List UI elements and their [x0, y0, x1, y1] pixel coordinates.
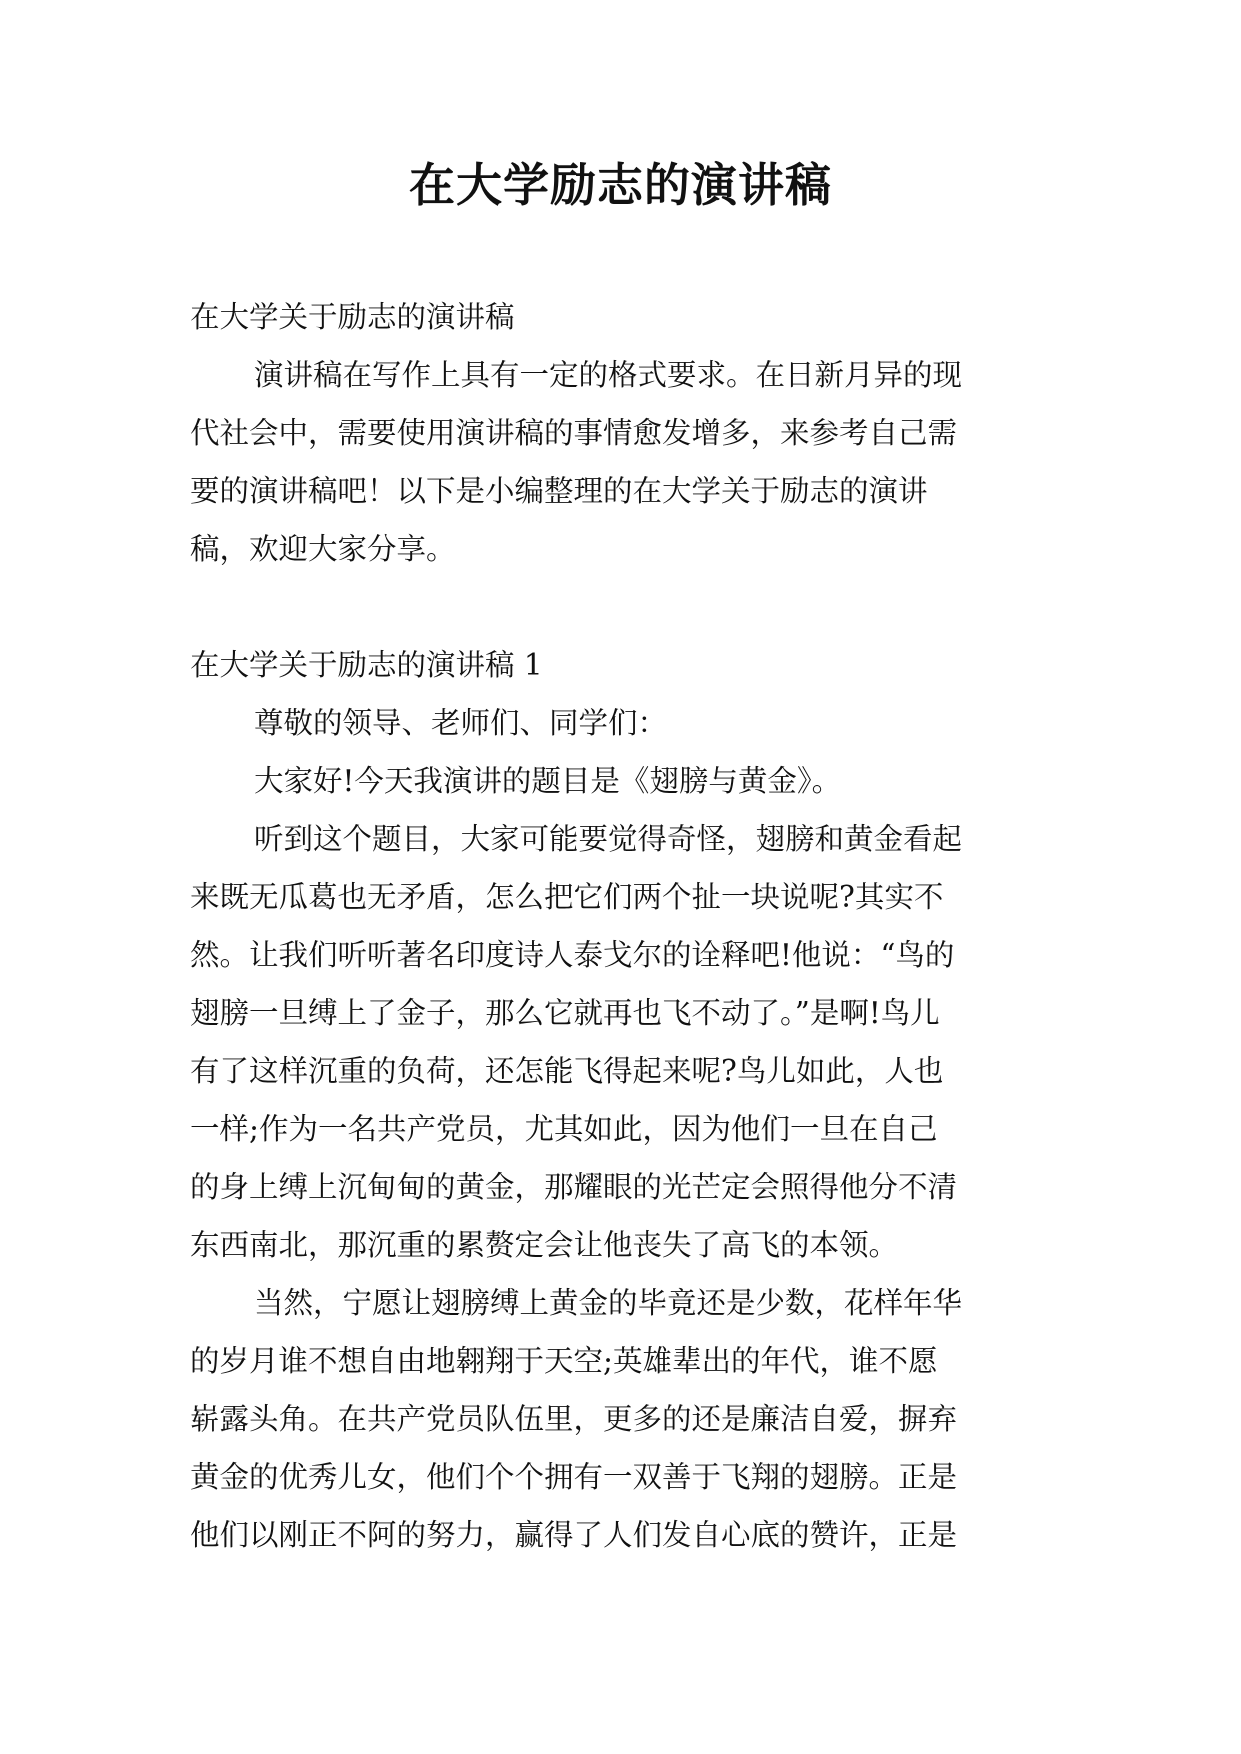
paragraph-line: 翅膀一旦缚上了金子，那么它就再也飞不动了。”是啊!鸟儿 — [190, 996, 940, 1030]
document-title: 在大学励志的演讲稿 — [409, 158, 832, 212]
paragraph-line: 大家好!今天我演讲的题目是《翅膀与黄金》。 — [254, 764, 842, 798]
paragraph-line: 要的演讲稿吧！以下是小编整理的在大学关于励志的演讲 — [190, 474, 928, 508]
paragraph-line: 的岁月谁不想自由地翱翔于天空;英雄辈出的年代，谁不愿 — [190, 1344, 938, 1378]
paragraph-line: 然。让我们听听著名印度诗人泰戈尔的诠释吧!他说：“鸟的 — [190, 938, 955, 972]
paragraph-line: 当然，宁愿让翅膀缚上黄金的毕竟还是少数，花样年华 — [254, 1286, 963, 1320]
paragraph-spacer — [190, 578, 1050, 636]
paragraph-line: 代社会中，需要使用演讲稿的事情愈发增多，来参考自己需 — [190, 416, 958, 450]
paragraph-line: 黄金的优秀儿女，他们个个拥有一双善于飞翔的翅膀。正是 — [190, 1460, 958, 1494]
paragraph-line: 崭露头角。在共产党员队伍里，更多的还是廉洁自爱，摒弃 — [190, 1402, 958, 1436]
document-body — [190, 288, 1050, 1564]
paragraph-line: 一样;作为一名共产党员，尤其如此，因为他们一旦在自己 — [190, 1112, 938, 1146]
paragraph-line: 东西南北，那沉重的累赘定会让他丧失了高飞的本领。 — [190, 1228, 899, 1262]
paragraph-line: 演讲稿在写作上具有一定的格式要求。在日新月异的现 — [254, 358, 963, 392]
paragraph-line: 来既无瓜葛也无矛盾，怎么把它们两个扯一块说呢?其实不 — [190, 880, 944, 914]
paragraph-line: 稿，欢迎大家分享。 — [190, 532, 456, 566]
paragraph-line: 他们以刚正不阿的努力，赢得了人们发自心底的赞许，正是 — [190, 1518, 958, 1552]
paragraph-line: 的身上缚上沉甸甸的黄金，那耀眼的光芒定会照得他分不清 — [190, 1170, 958, 1204]
section-heading: 在大学关于励志的演讲稿 1 — [190, 648, 543, 682]
paragraph-line: 有了这样沉重的负荷，还怎能飞得起来呢?鸟儿如此，人也 — [190, 1054, 944, 1088]
salutation-line: 尊敬的领导、老师们、同学们： — [254, 706, 668, 740]
paragraph-line: 听到这个题目，大家可能要觉得奇怪，翅膀和黄金看起 — [254, 822, 963, 856]
section-heading: 在大学关于励志的演讲稿 — [190, 300, 515, 334]
